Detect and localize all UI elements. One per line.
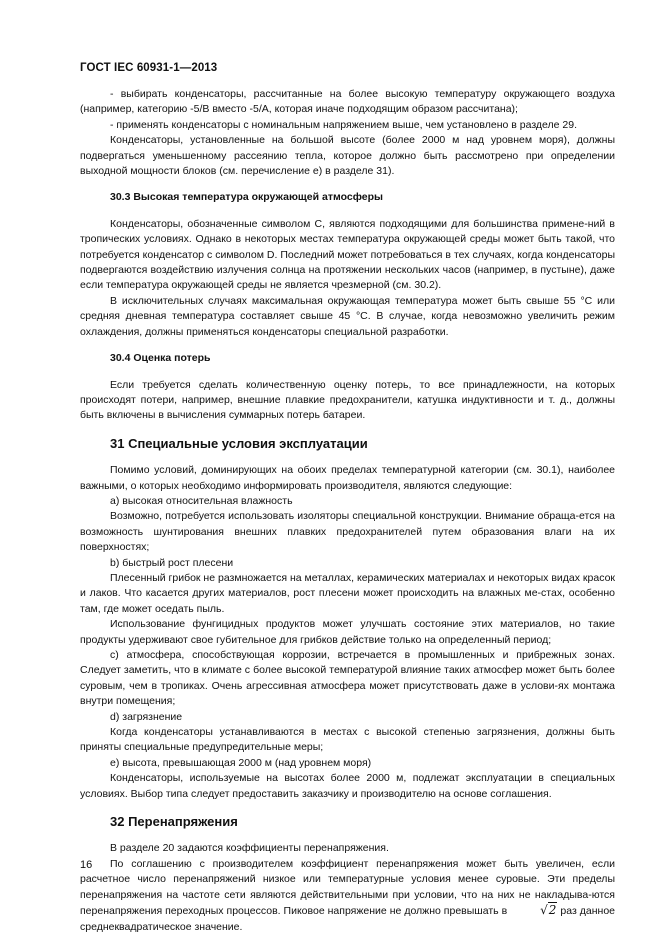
- section-31-paragraph: Когда конденсаторы устанавливаются в местах с высокой степенью загрязнения, должны быть приняты специальные предупредительные меры;: [80, 726, 615, 754]
- section-30-3-paragraph: В исключительных случаях максимальная окружающая температура может быть свыше 55 °С или средняя дневная температура составляет свыше 45 °С. В случае, когда невозможно увеличить режим охлаждения, должны применяться конденсаторы специальной разработки.: [80, 294, 615, 338]
- section-31-paragraph: Возможно, потребуется использовать изоляторы специальной конструкции. Внимание обраща-ется на возможность шунтирования внешних плавких предохранителей путем образования влаги на их поверхностях;: [80, 510, 615, 554]
- section-31-item-a: а) высокая относительная влажность: [110, 494, 293, 507]
- section-30-3-heading: 30.3 Высокая температура окружающей атмосферы: [110, 191, 383, 204]
- section-32-paragraph: [80, 857, 615, 935]
- section-31-item-d: d) загрязнение: [110, 710, 183, 723]
- section-30-4-heading: 30.4 Оценка потерь: [110, 352, 211, 365]
- intro-paragraph: Конденсаторы, установленные на большой высоте (более 2000 м над уровнем моря), должны подвергаться уменьшенному рассеянию тепла, которое должно быть рассмотрено при определении выходной мощности блоков (см. перечисление е) в разделе 31).: [80, 134, 615, 178]
- intro-paragraph: - выбирать конденсаторы, рассчитанные на более высокую температуру окружающего воздуха (например, категорию -5/В вместо -5/А, которая иначе подходящим образом рассчитана);: [80, 88, 615, 116]
- section-31-item-c: с) атмосфера, способствующая коррозии, встречается в промышленных и прибрежных зонах. Следует заметить, что в климате с более высокой температурой влияние таких атмосфер может быть более суровым, чем в тропиках. Очень агрессивная атмосфера может присутствовать даже в услови-ях монтажа внутри помещения;: [80, 649, 615, 708]
- section-32-heading: 32 Перенапряжения: [110, 814, 238, 830]
- section-30-4-paragraph: Если требуется сделать количественную оценку потерь, то все принадлежности, на которых происходят потери, например, внешние плавкие предохранители, катушка индуктивности и т. д., должны быть включены в вычисления суммарных потерь батареи.: [80, 378, 615, 422]
- section-32-paragraph: В разделе 20 задаются коэффициенты перенапряжения.: [110, 842, 389, 855]
- section-32-text-after: раз данное среднеквадратическое значение.: [80, 905, 616, 933]
- section-31-item-b: b) быстрый рост плесени: [110, 556, 234, 569]
- section-32-text-before: По соглашению с производителем коэффициент перенапряжения может быть увеличен, если расчетное число перенапряжений низкое или температурные условия менее суровые. Эти пределы перенапряжения на частоте сети являются действительными при условии, что на них не накладыва-ются перенапряжения переходных процессов. Пиковое напряжение не должно превышать в: [80, 857, 615, 918]
- section-31-heading: 31 Специальные условия эксплуатации: [110, 435, 368, 451]
- sqrt-radicand: 2: [548, 903, 557, 918]
- section-31-paragraph: Использование фунгицидных продуктов может улучшать состояние этих материалов, но такие продукты удерживают свое губительное для грибков действие только на определенный период;: [80, 618, 615, 646]
- section-30-3-paragraph: Конденсаторы, обозначенные символом C, являются подходящими для большинства примене-ний в тропических условиях. Однако в некоторых местах температура окружающей среды может быть такой, что потребуется конденсатор с символом D. Последний может потребоваться в тех случаях, когда конденсаторы подвергаются воздействию излучения солнца на протяжении нескольких часов (например, в пустыне), даже если температура окружающей среды не является чрезмерной (см. 30.2).: [80, 217, 615, 292]
- section-31-item-e: е) высота, превышающая 2000 м (над уровнем моря): [110, 756, 372, 769]
- section-31-paragraph: Помимо условий, доминирующих на обоих пределах температурной категории (см. 30.1), наиболее важными, о которых необходимо информировать производителя, являются следующие:: [80, 464, 615, 492]
- section-31-paragraph: Конденсаторы, используемые на высотах более 2000 м, подлежат эксплуатации в специальных условиях. Выбор типа следует предоставить заказчику и производителю на основе соглашения.: [80, 772, 615, 800]
- document-header: ГОСТ IEC 60931-1—2013: [80, 62, 218, 74]
- section-31-paragraph: Плесенный грибок не размножается на металлах, керамических материалах и некоторых видах красок и лаков. Что касается других материалов, рост плесени может происходить на влажных ме-стах, особенно там, где может оседать пыль.: [80, 571, 615, 615]
- page-content: [80, 87, 615, 935]
- page-number: 16: [80, 859, 93, 871]
- sqrt-symbol: √2: [540, 903, 557, 918]
- intro-paragraph: - применять конденсаторы с номинальным напряжением выше, чем установлено в разделе 29.: [110, 118, 578, 131]
